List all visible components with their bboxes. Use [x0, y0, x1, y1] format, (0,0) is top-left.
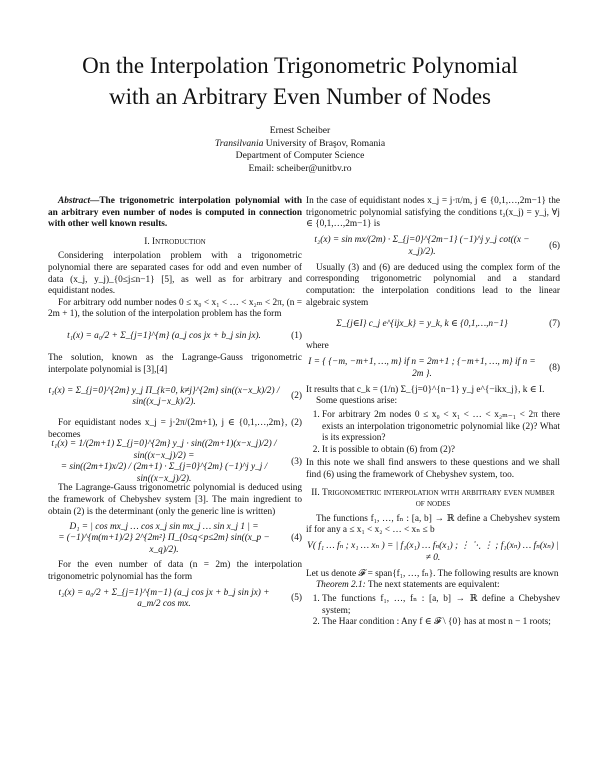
- right-column: [306, 196, 560, 631]
- equation-3-line-a: t₁(x) = 1/(2m+1) Σ_{j=0}^{2m} y_j · sin((2m+1)(x−x_j)/2) / sin((x−x_j)/2) =: [51, 439, 277, 461]
- equation-7-number: (7): [549, 319, 560, 330]
- intro-paragraph-4: For equidistant nodes x_j = j·2π/(2m+1), j ∈ {0,1,…,2m}, (2) becomes: [48, 418, 302, 440]
- equation-7-body: Σ_{j∈I} c_j e^{ijx_k} = y_k, k ∈ {0,1,…,n−1}: [336, 319, 508, 330]
- equation-4-line-a: D₁ = | cos mx_j … cos x_j sin mx_j … sin x_j 1 | =: [69, 521, 259, 532]
- intro-paragraph-5: The Lagrange-Gauss trigonometric polynomial is deduced using the framework of Chebyshev system [3]. The main ingredient to obtain (2) is the determinant (only the generic line is written): [48, 483, 302, 517]
- section-1-title: Introduction: [152, 236, 206, 247]
- theorem-statement-2: 2. The Haar condition : Any f ∈ 𝓕 \ {0} has at most n − 1 roots;: [322, 617, 560, 629]
- intro-paragraph-1: Considering interpolation problem with a trigonometric polynomial there are separated cases for odd and even number of data (x_j, y_j)_{0≤j≤n−1} [5], as well as for arbitrary and equidistant nodes.: [48, 251, 302, 297]
- left-column: [48, 196, 302, 615]
- author-affiliation: [0, 138, 600, 151]
- section-2-heading: [306, 488, 560, 511]
- theorem-statements-list: [306, 594, 560, 629]
- theorem-text: The next statements are equivalent:: [365, 580, 500, 591]
- equation-5: [48, 586, 302, 612]
- right-paragraph-5: In this note we shall find answers to these questions and we shall find (6) using the framework of Chebyshev system, too.: [306, 458, 560, 480]
- affiliation-rest: University of Braşov, Romania: [263, 137, 386, 149]
- equation-5-body: t₂(x) = a₀/2 + Σ_{j=1}^{m−1} (a_j cos jx + b_j sin jx) + a_m/2 cos mx.: [58, 587, 270, 610]
- paper-title: [0, 50, 600, 112]
- equation-3-body: [48, 439, 280, 485]
- equation-6-number: (6): [549, 240, 560, 251]
- author-name: Ernest Scheiber: [269, 125, 331, 136]
- theorem-2-1: [306, 580, 560, 592]
- equation-4: [48, 521, 302, 557]
- equation-8: [306, 356, 560, 382]
- right-paragraph-6: The functions f₁, …, fₙ : [a, b] → ℝ define a Chebyshev system if for any a ≤ x₁ < x₂ < … < xₙ ≤ b: [306, 513, 560, 536]
- intro-paragraph-3: The solution, known as the Lagrange-Gauss trigonometric interpolate polynomial is [3],[4]: [48, 352, 302, 375]
- section-2-number: II.: [311, 487, 323, 498]
- equation-6: [306, 234, 560, 260]
- equation-3-number: (3): [291, 456, 302, 467]
- where-label: where: [306, 341, 329, 352]
- equation-4-line-b: = (−1)^{m(m+1)/2} 2^{2m²} Π_{0≤q<p≤2m} sin((x_p − x_q)/2).: [58, 533, 270, 555]
- author-block: [0, 125, 600, 175]
- equation-7: [306, 312, 560, 338]
- title-line-1: On the Interpolation Trigonometric Polynomial: [82, 53, 518, 78]
- question-item-2: 2. It is possible to obtain (6) from (2)?: [322, 445, 560, 457]
- right-paragraph-4: Some questions arise:: [316, 396, 398, 407]
- intro-paragraph-6: For the even number of data (n = 2m) the interpolation trigonometric polynomial has the form: [48, 560, 302, 582]
- equation-9-body: V( f₁ … fₙ ; x₁ … xₙ ) = | f₁(x₁) … fₙ(x₁) ; ⋮ ⋱ ⋮ ; f₁(xₙ) … fₙ(xₙ) | ≠ 0.: [307, 541, 559, 563]
- right-paragraph-1: In the case of equidistant nodes x_j = j·π/m, j ∈ {0,1,…,2m−1} the trigonometric polynomial satisfying the conditions t₂(x_j) = y_j, ∀j ∈ {0,1,…,2m−1} is: [306, 196, 560, 230]
- theorem-statement-1: 1. The functions f₁, …, fₙ : [a, b] → ℝ define a Chebyshev system;: [322, 594, 560, 617]
- equation-5-number: (5): [291, 593, 302, 604]
- equation-2-number: (2): [291, 391, 302, 402]
- equation-4-number: (4): [291, 533, 302, 544]
- equation-1-number: (1): [291, 331, 302, 342]
- equation-8-number: (8): [549, 362, 560, 373]
- equation-3: [48, 439, 302, 484]
- section-1-number: I.: [144, 236, 153, 247]
- right-paragraph-3: It results that c_k = (1/n) Σ_{j=0}^{n−1} y_j e^{−ikx_j}, k ∈ I.: [306, 384, 545, 395]
- equation-6-body: t₂(x) = sin mx/(2m) · Σ_{j=0}^{2m−1} (−1)^j y_j cot((x − x_j)/2).: [314, 235, 530, 257]
- intro-paragraph-2: For arbitrary odd number nodes 0 ≤ x₀ < x₁ < … < x₂ₘ < 2π, (n = 2m + 1), the solution of the interpolation problem has the form: [48, 297, 302, 320]
- equation-2-body: t₁(x) = Σ_{j=0}^{2m} y_j Π_{k=0, k≠j}^{2m} sin((x−x_k)/2) / sin((x_j−x_k)/2).: [48, 385, 280, 408]
- equation-3-line-b: = sin((2m+1)x/2) / (2m+1) · Σ_{j=0}^{2m} (−1)^j y_j / sin((x−x_j)/2).: [60, 462, 268, 484]
- question-item-1: 1. For arbitrary 2m nodes 0 ≤ x₀ < x₁ < … < x₂ₘ₋₁ < 2π there exists an interpolation trigonometric polynomial like (2)? What is its expression?: [322, 410, 560, 445]
- right-paragraph-7: Let us denote 𝓕 = span{f₁, …, fₙ}. The following results are known: [306, 568, 559, 579]
- title-line-2: with an Arbitrary Even Number of Nodes: [109, 84, 491, 109]
- theorem-label: Theorem 2.1:: [316, 580, 366, 591]
- section-2-title: Trigonometric interpolation with arbitrary even number of nodes: [322, 487, 555, 510]
- abstract-text: —The trigonometric interpolation polynomial with an arbitrary even number of nodes is computed in connection with other well known results.: [48, 196, 302, 230]
- questions-list: [306, 410, 560, 456]
- equation-9: [306, 540, 560, 566]
- equation-4-body: [48, 522, 280, 557]
- equation-8-body: I = { {−m, −m+1, …, m} if n = 2m+1 ; {−m+1, …, m} if n = 2m }.: [308, 357, 536, 379]
- equation-1: [48, 324, 302, 350]
- equation-2: [48, 379, 302, 415]
- section-1-heading: [48, 237, 302, 249]
- affiliation-italic: Transilvania: [214, 137, 264, 149]
- right-paragraph-2: Usually (3) and (6) are deduced using the complex form of the corresponding trigonometric polynomial and a standard computation: the interpolation conditions lead to the linear algebraic system: [306, 262, 560, 308]
- author-department: Department of Computer Science: [235, 150, 365, 161]
- author-email: Email: scheiber@unitbv.ro: [248, 162, 352, 174]
- abstract: [48, 196, 302, 231]
- equation-1-body: t₁(x) = a₀/2 + Σ_{j=1}^{m} (a_j cos jx + b_j sin jx).: [67, 331, 261, 342]
- abstract-label: Abstract: [58, 196, 91, 206]
